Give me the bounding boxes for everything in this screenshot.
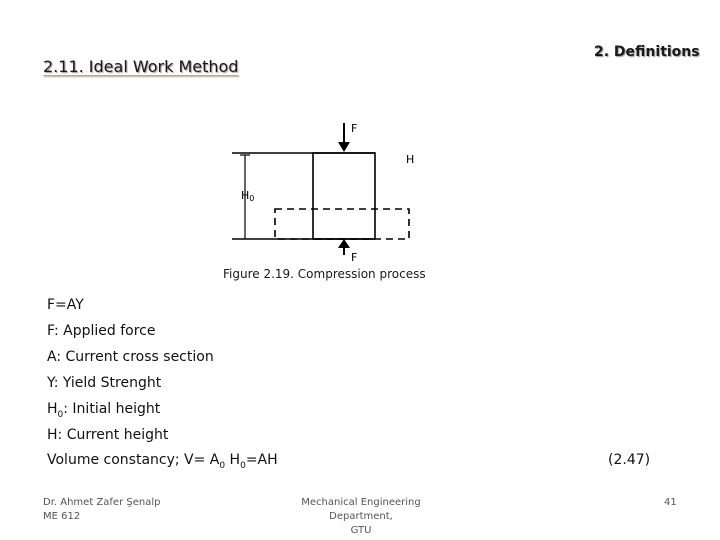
body-line-3: A: Current cross section — [47, 349, 214, 365]
compressed-block — [275, 209, 409, 239]
initial-height-label: H0 — [241, 189, 255, 203]
footer-course: ME 612 — [43, 511, 81, 522]
body-line-4: Y: Yield Strenght — [47, 375, 162, 391]
force-bottom-arrowhead — [338, 239, 350, 248]
footer-department — [269, 496, 453, 538]
body-line-6: H: Current height — [47, 427, 169, 443]
force-top-arrowhead — [338, 142, 350, 152]
current-height-label: H — [406, 153, 415, 166]
force-bottom-label: F — [351, 251, 358, 264]
compression-diagram — [225, 115, 425, 265]
section-label: 2. Definitions — [594, 44, 700, 60]
page-number: 41 — [664, 497, 677, 508]
equation-number: (2.47) — [608, 452, 651, 468]
footer-dept-line1: Mechanical Engineering Department, — [301, 497, 421, 522]
body-line-2: F: Applied force — [47, 323, 156, 339]
body-line-5: $H_0$: Initial height — [47, 401, 161, 420]
footer-dept-line2: GTU — [350, 525, 372, 536]
original-block — [313, 153, 375, 239]
force-top-label: F — [351, 122, 358, 135]
body-line-7: Volume constancy; $V= A_0$ $H_0=AH$ — [47, 452, 278, 471]
footer-author-name: Dr. Ahmet Zafer Şenalp — [43, 497, 161, 508]
figure-caption: Figure 2.19. Compression process — [223, 267, 426, 281]
body-line-1: F=AY — [47, 297, 84, 313]
footer-author — [43, 496, 160, 524]
section-title: 2.11. Ideal Work Method — [43, 57, 239, 76]
